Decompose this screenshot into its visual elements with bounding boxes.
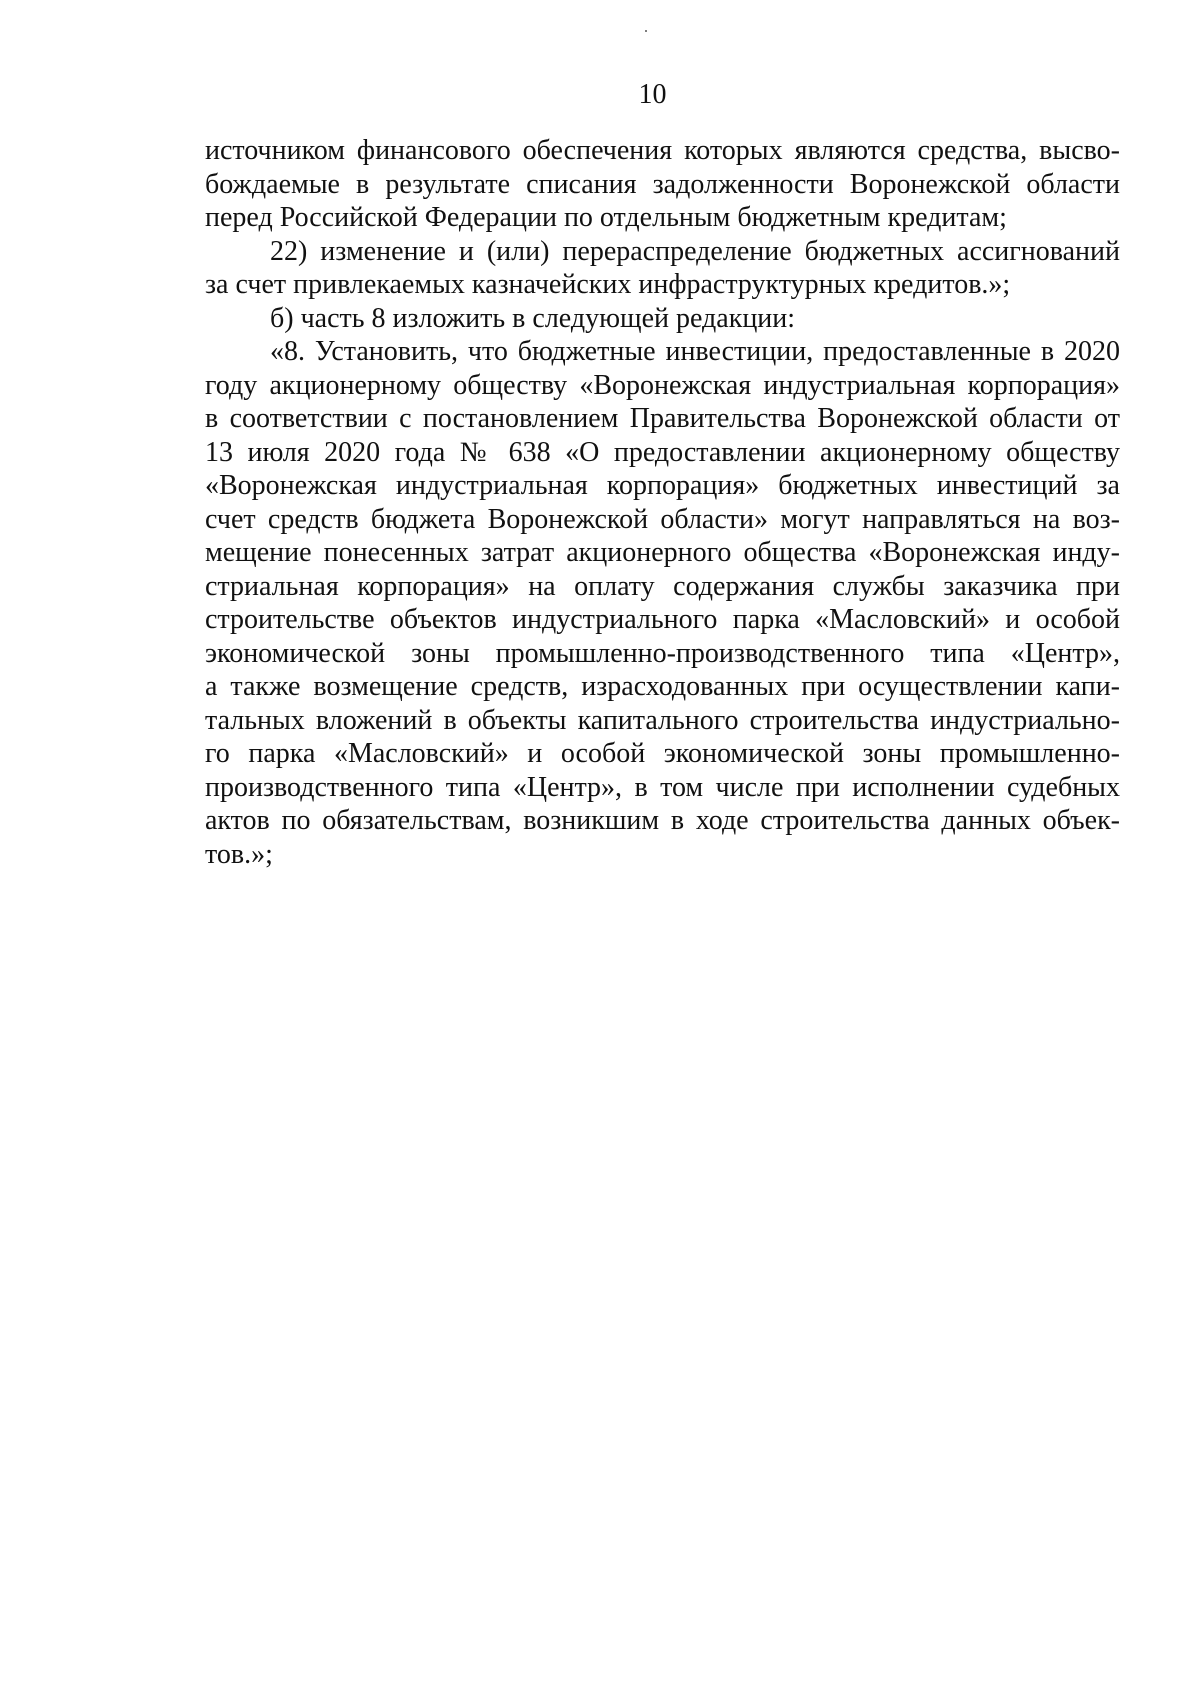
text-line: счет средств бюджета Воронежской области» могут направляться на воз- <box>205 503 1120 535</box>
text-line: источником финансового обеспечения которых являются средства, высво- <box>205 135 1120 166</box>
text-line: 13 июля 2020 года № 638 «О предоставлении акционерному обществу <box>205 436 1120 468</box>
scan-speck <box>645 30 647 32</box>
text-line: бождаемые в результате списания задолженности Воронежской области <box>205 168 1120 200</box>
text-line: актов по обязательствам, возникшим в ходе строительства данных объек- <box>205 805 1120 836</box>
text-line: стриальная корпорация» на оплату содержания службы заказчика при <box>205 570 1120 602</box>
text-line: 22) изменение и (или) перераспределение бюджетных ассигнований <box>270 235 1120 267</box>
text-line: «Воронежская индустриальная корпорация» бюджетных инвестиций за <box>205 470 1120 501</box>
text-line: в соответствии с постановлением Правительства Воронежской области от <box>205 403 1120 434</box>
text-line: тов.»; <box>205 838 273 870</box>
text-line: производственного типа «Центр», в том числе при исполнении судебных <box>205 771 1120 803</box>
text-line: году акционерному обществу «Воронежская индустриальная корпорация» <box>205 369 1120 401</box>
document-body <box>205 134 1120 871</box>
text-line: за счет привлекаемых казначейских инфраструктурных кредитов.»; <box>205 269 1011 300</box>
text-line: мещение понесенных затрат акционерного общества «Воронежская инду- <box>205 537 1120 568</box>
text-line: строительстве объектов индустриального парка «Масловский» и особой <box>205 604 1120 635</box>
text-line: го парка «Масловский» и особой экономической зоны промышленно- <box>205 738 1120 769</box>
text-line: а также возмещение средств, израсходованных при осуществлении капи- <box>205 671 1120 702</box>
text-line: перед Российской Федерации по отдельным бюджетным кредитам; <box>205 202 1007 233</box>
page-number: 10 <box>638 79 667 110</box>
text-line: «8. Установить, что бюджетные инвестиции, предоставленные в 2020 <box>270 336 1120 367</box>
text-line: тальных вложений в объекты капитального строительства индустриально- <box>205 704 1120 736</box>
text-line: экономической зоны промышленно-производственного типа «Центр», <box>205 637 1120 669</box>
text-line: б) часть 8 изложить в следующей редакции: <box>270 302 796 334</box>
